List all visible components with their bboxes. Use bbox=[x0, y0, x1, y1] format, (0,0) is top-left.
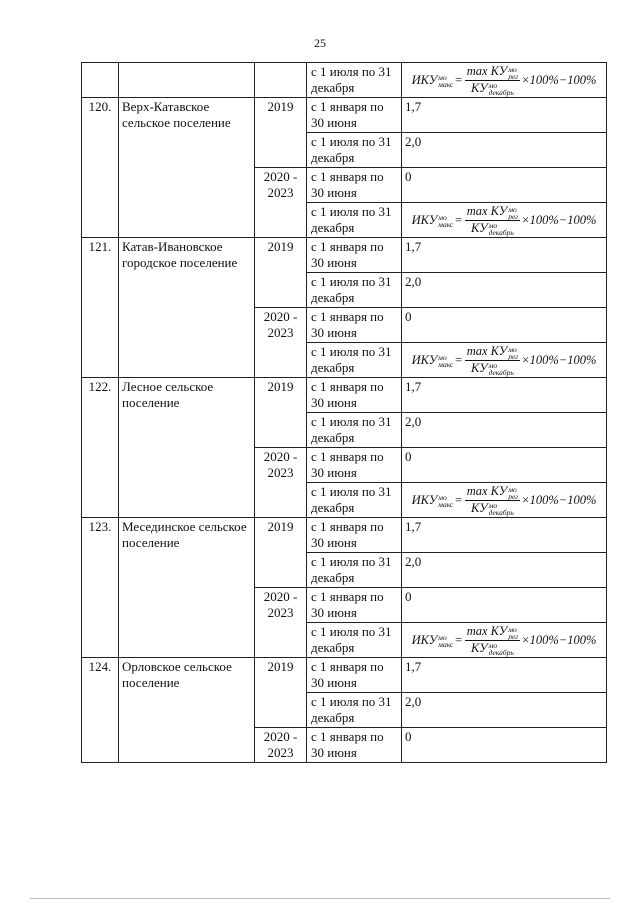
value-cell: 2,0 bbox=[402, 553, 607, 588]
period-cell: с 1 января по 30 июня bbox=[307, 238, 402, 273]
row-number-cell bbox=[82, 63, 119, 98]
settlement-name-cell: Верх-Катавское сельское поселение bbox=[119, 98, 255, 238]
tariff-table bbox=[81, 62, 607, 763]
value-cell: 0 bbox=[402, 448, 607, 483]
year-cell: 2019 bbox=[255, 98, 307, 168]
period-cell: с 1 января по 30 июня bbox=[307, 518, 402, 553]
year-cell: 2019 bbox=[255, 658, 307, 728]
formula bbox=[405, 204, 603, 236]
period-cell: с 1 июля по 31 декабря bbox=[307, 203, 402, 238]
formula-lhs: ИКУ мо макс bbox=[411, 632, 454, 650]
value-cell: 2,0 bbox=[402, 133, 607, 168]
value-cell: 1,7 bbox=[402, 98, 607, 133]
formula-eq: = bbox=[454, 493, 463, 507]
year-cell: 2019 bbox=[255, 518, 307, 588]
formula-tail: ×100%−100% bbox=[521, 353, 597, 367]
row-number-cell: 120. bbox=[82, 98, 119, 238]
table-row bbox=[82, 378, 607, 413]
year-cell: 2020 - 2023 bbox=[255, 728, 307, 763]
formula-tail: ×100%−100% bbox=[521, 633, 597, 647]
table-row bbox=[82, 238, 607, 273]
value-cell: 1,7 bbox=[402, 658, 607, 693]
formula bbox=[405, 64, 603, 96]
formula bbox=[405, 344, 603, 376]
formula-lhs: ИКУ мо макс bbox=[411, 352, 454, 370]
formula bbox=[405, 484, 603, 516]
formula-eq: = bbox=[454, 73, 463, 87]
year-cell: 2020 - 2023 bbox=[255, 308, 307, 378]
period-cell: с 1 января по 30 июня bbox=[307, 658, 402, 693]
value-cell: 1,7 bbox=[402, 238, 607, 273]
period-cell: с 1 июля по 31 декабря bbox=[307, 483, 402, 518]
value-cell: 0 bbox=[402, 168, 607, 203]
page-number: 25 bbox=[314, 36, 326, 50]
period-cell: с 1 января по 30 июня bbox=[307, 168, 402, 203]
value-cell: 0 bbox=[402, 588, 607, 623]
period-cell: с 1 января по 30 июня bbox=[307, 588, 402, 623]
settlement-name-cell: Месединское сельское поселение bbox=[119, 518, 255, 658]
period-cell: с 1 июля по 31 декабря bbox=[307, 63, 402, 98]
formula-lhs: ИКУ мо макс bbox=[411, 212, 454, 230]
period-cell: с 1 июля по 31 декабря bbox=[307, 273, 402, 308]
year-cell: 2020 - 2023 bbox=[255, 168, 307, 238]
formula-fraction: max КУ мо рег КУ мо декабрь bbox=[466, 64, 519, 97]
row-number-cell: 121. bbox=[82, 238, 119, 378]
formula-lhs: ИКУ мо макс bbox=[411, 492, 454, 510]
period-cell: с 1 июля по 31 декабря bbox=[307, 413, 402, 448]
formula-eq: = bbox=[454, 633, 463, 647]
period-cell: с 1 января по 30 июня bbox=[307, 308, 402, 343]
year-cell: 2019 bbox=[255, 238, 307, 308]
value-cell bbox=[402, 63, 607, 98]
period-cell: с 1 июля по 31 декабря bbox=[307, 693, 402, 728]
formula-eq: = bbox=[454, 213, 463, 227]
settlement-name-cell bbox=[119, 63, 255, 98]
settlement-name-cell: Катав-Ивановское городское поселение bbox=[119, 238, 255, 378]
formula bbox=[405, 624, 603, 656]
year-cell: 2020 - 2023 bbox=[255, 448, 307, 518]
table-row bbox=[82, 98, 607, 133]
period-cell: с 1 января по 30 июня bbox=[307, 378, 402, 413]
table-row bbox=[82, 518, 607, 553]
period-cell: с 1 января по 30 июня bbox=[307, 728, 402, 763]
row-number-cell: 122. bbox=[82, 378, 119, 518]
formula-fraction: max КУ мо рег КУ мо декабрь bbox=[466, 204, 519, 237]
value-cell: 0 bbox=[402, 308, 607, 343]
value-cell: 0 bbox=[402, 728, 607, 763]
period-cell: с 1 января по 30 июня bbox=[307, 98, 402, 133]
period-cell: с 1 июля по 31 декабря bbox=[307, 553, 402, 588]
settlement-name-cell: Лесное сельское поселение bbox=[119, 378, 255, 518]
formula-tail: ×100%−100% bbox=[521, 213, 597, 227]
value-cell bbox=[402, 343, 607, 378]
formula-fraction: max КУ мо рег КУ мо декабрь bbox=[466, 344, 519, 377]
formula-fraction: max КУ мо рег КУ мо декабрь bbox=[466, 624, 519, 657]
formula-eq: = bbox=[454, 353, 463, 367]
settlement-name-cell: Орловское сельское поселение bbox=[119, 658, 255, 763]
value-cell bbox=[402, 623, 607, 658]
value-cell: 1,7 bbox=[402, 378, 607, 413]
value-cell bbox=[402, 203, 607, 238]
period-cell: с 1 июля по 31 декабря bbox=[307, 343, 402, 378]
row-number-cell: 124. bbox=[82, 658, 119, 763]
year-cell: 2020 - 2023 bbox=[255, 588, 307, 658]
period-cell: с 1 июля по 31 декабря bbox=[307, 623, 402, 658]
table-row bbox=[82, 63, 607, 98]
formula-tail: ×100%−100% bbox=[521, 493, 597, 507]
period-cell: с 1 января по 30 июня bbox=[307, 448, 402, 483]
page-bottom-rule bbox=[30, 898, 610, 899]
formula-tail: ×100%−100% bbox=[521, 73, 597, 87]
period-cell: с 1 июля по 31 декабря bbox=[307, 133, 402, 168]
formula-lhs: ИКУ мо макс bbox=[411, 72, 454, 90]
year-cell bbox=[255, 63, 307, 98]
value-cell: 2,0 bbox=[402, 693, 607, 728]
year-cell: 2019 bbox=[255, 378, 307, 448]
value-cell: 1,7 bbox=[402, 518, 607, 553]
formula-fraction: max КУ мо рег КУ мо декабрь bbox=[466, 484, 519, 517]
row-number-cell: 123. bbox=[82, 518, 119, 658]
value-cell: 2,0 bbox=[402, 413, 607, 448]
value-cell bbox=[402, 483, 607, 518]
table-row bbox=[82, 658, 607, 693]
value-cell: 2,0 bbox=[402, 273, 607, 308]
